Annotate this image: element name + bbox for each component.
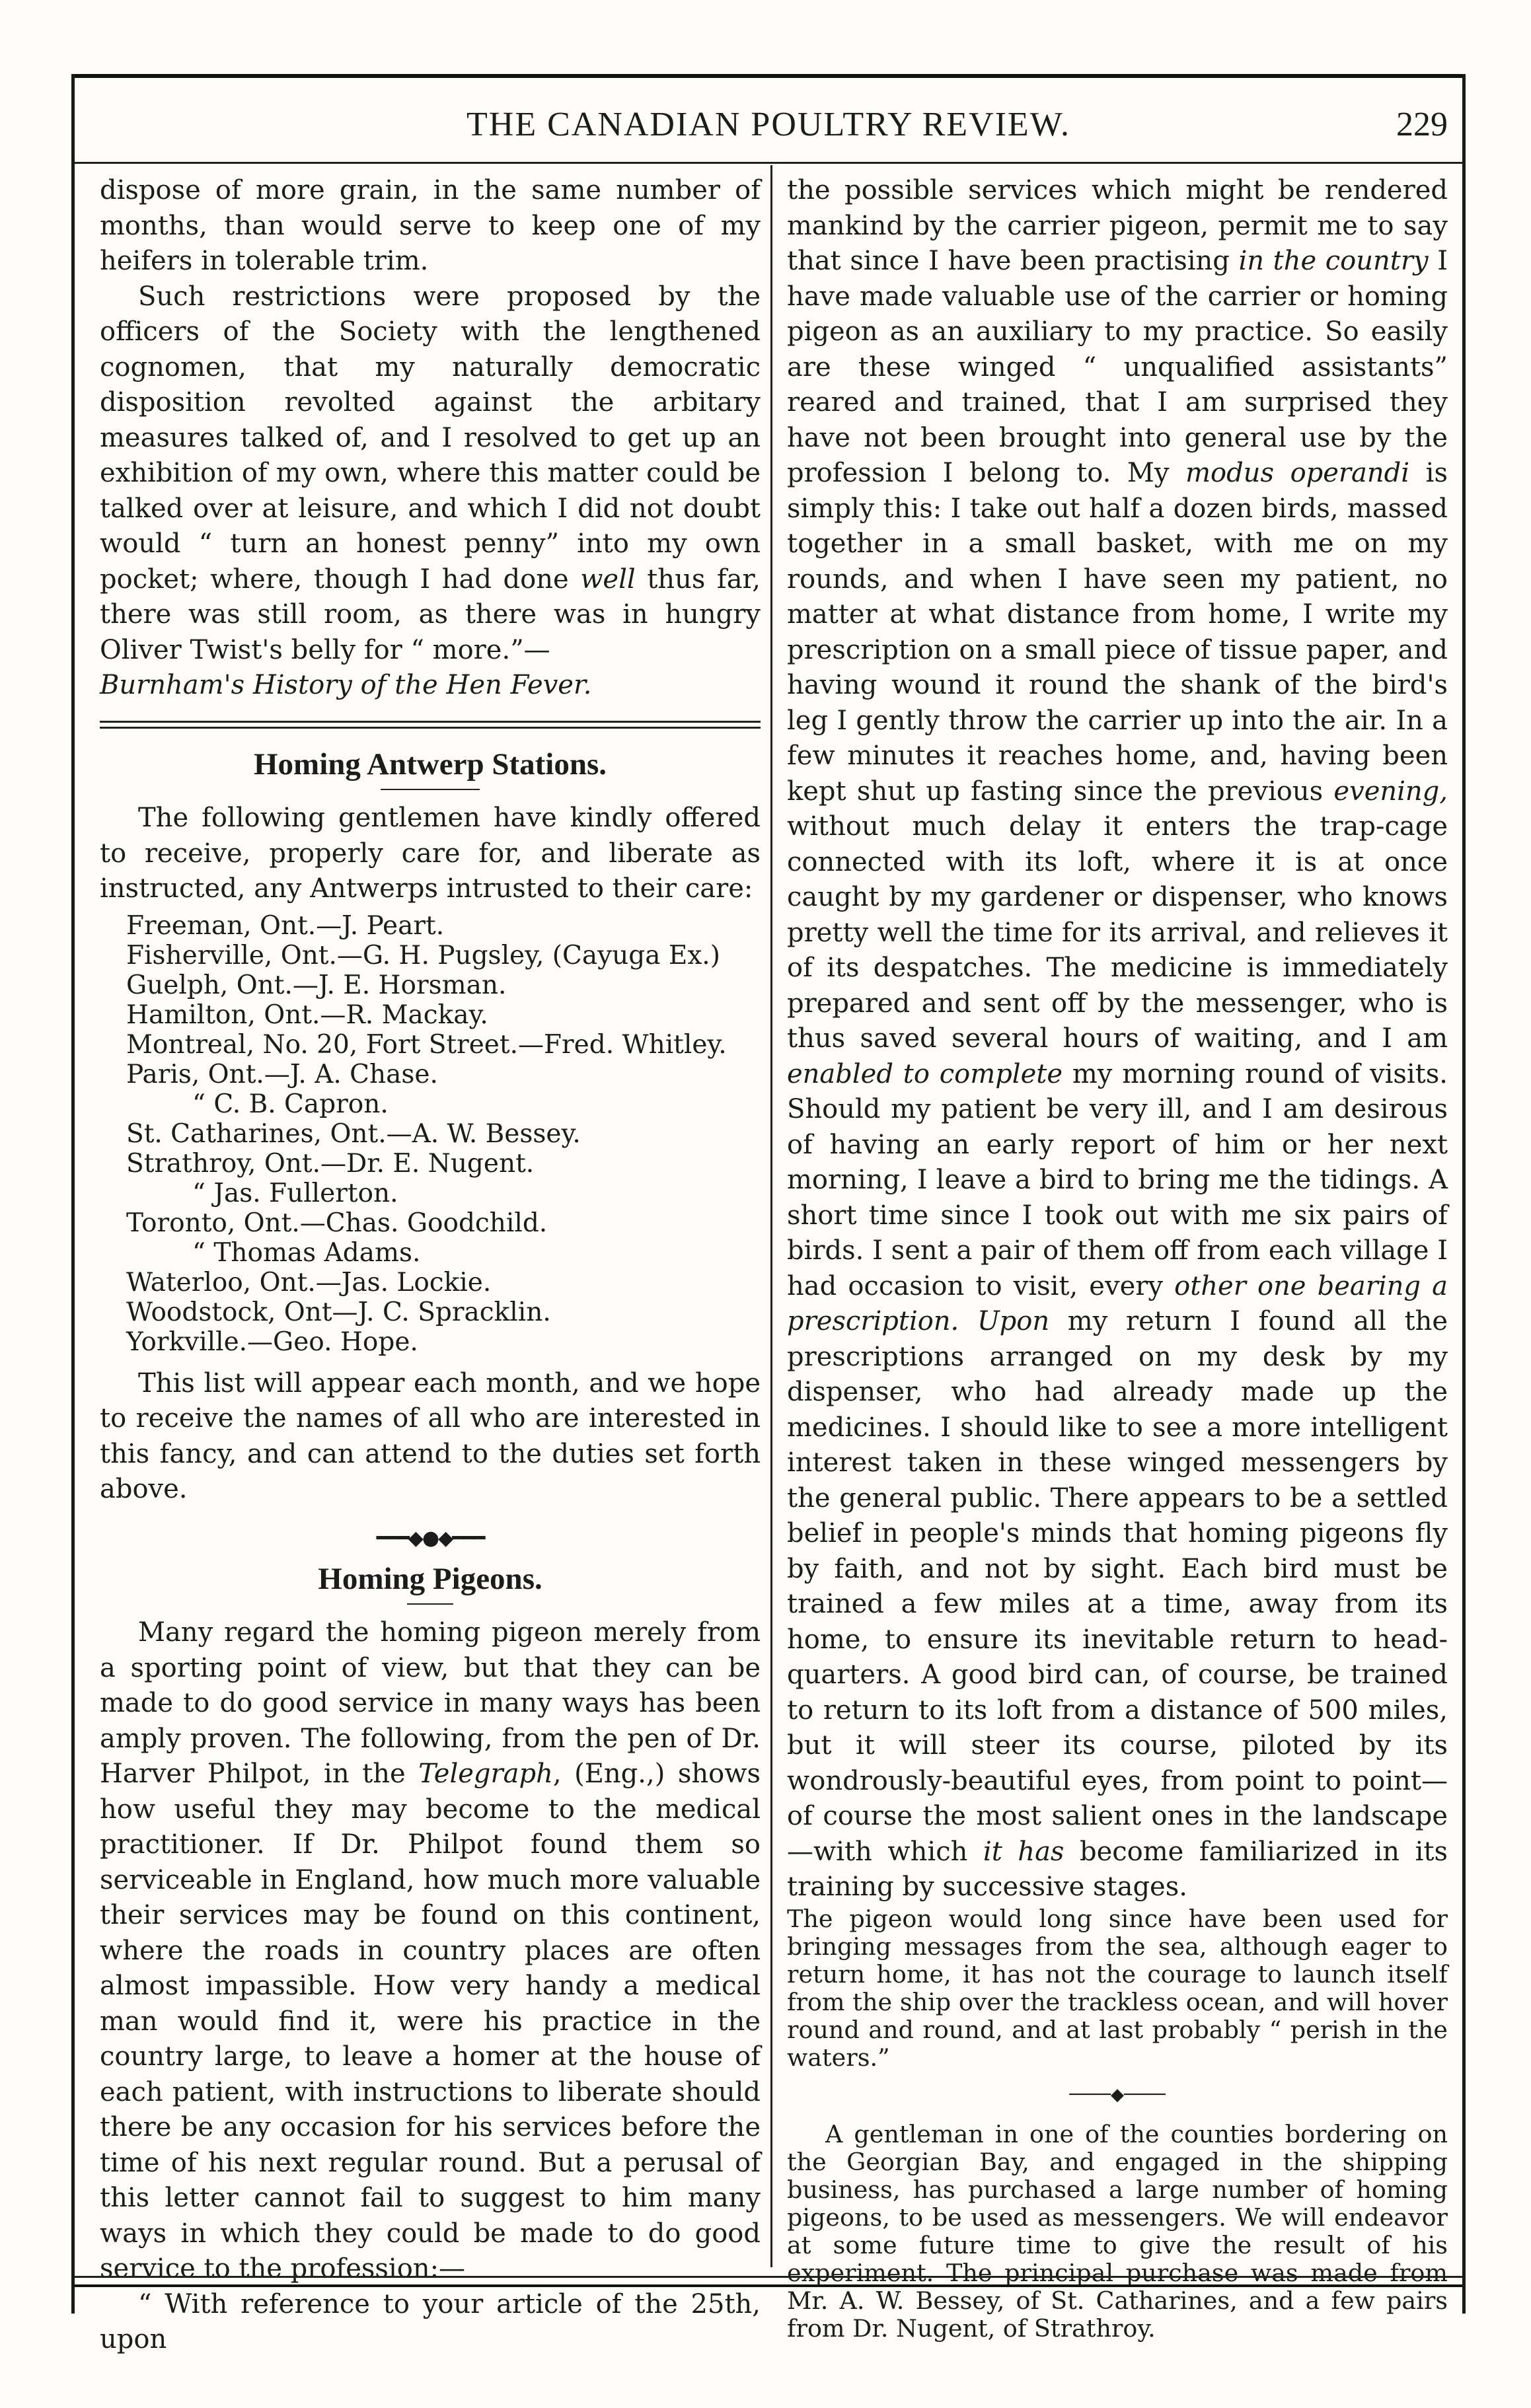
intro-paragraph-2-end: thus far, there was still room, as there was in hungry Oliver Twist's belly for “ more.”—	[100, 564, 761, 665]
letter-text: the possible services which might be rendered mankind by the carrier pigeon, permit me to say that since I have been practising	[787, 175, 1448, 276]
page-header	[75, 104, 1462, 164]
letter-text: my morning round of visits. Should my patient be very ill, and I am desirous of having an early report of him or her next morning, I leave a bird to bring me the tidings. A short time since I took out with me six pairs of birds. I sent a pair of them off from each village I had occasion to visit, every	[787, 1058, 1448, 1301]
letter-emphasis: in the country	[1238, 246, 1429, 276]
homing-section-title: Homing Pigeons.	[318, 1561, 542, 1596]
homing-p1-end: , (Eng.,) shows how useful they may become to the medical practitioner. If Dr. Philpot found them so serviceable in England, how much more valuable their services may be found on this continent, where the roads in country places are often almost impassible. How very handy a medical man would find it, were his practice in the country large, to leave a homer at the house of each patient, with instructions to liberate should there be any occasion for his services before the time of his next regular round. But a perusal of this letter cannot fail to suggest to him many ways in which they could be made to do good service to the profession:—	[100, 1759, 761, 2284]
letter-text: without much delay it enters the trap-cage connected with its loft, where it is at once caught by my gardener or dispenser, who knows pretty well the time for its arrival, and relieves it of its despatches. The medicine is immediately prepared and sent off by the messenger, who is thus saved several hours of waiting, and I am	[787, 811, 1448, 1054]
antwerp-intro: The following gentlemen have kindly offered to receive, properly care for, and liberate as instructed, any Antwerps intrusted to their care:	[100, 803, 761, 904]
station-entry: Woodstock, Ont—J. C. Spracklin.	[126, 1297, 551, 1327]
letter-emphasis: modus operandi	[1185, 458, 1410, 488]
homing-paragraph-1	[100, 1615, 761, 2287]
station-entry: Montreal, No. 20, Fort Street.—Fred. Whitley.	[126, 1029, 727, 1060]
station-entry: Strathroy, Ont.—Dr. E. Nugent.	[126, 1148, 535, 1179]
letter-emphasis: it has	[983, 1836, 1064, 1867]
homing-p1-emphasis: Telegraph	[418, 1759, 553, 1789]
station-entry: “ C. B. Capron.	[192, 1089, 389, 1119]
title-underline	[381, 789, 480, 790]
homing-p1-start: Many regard the homing pigeon merely from a sporting point of view, but that they can be made to do good service in many ways has been amply proven. The following, from the pen of Dr. Harver Philpot, in the	[100, 1617, 761, 1789]
station-entry: Fisherville, Ont.—G. H. Pugsley, (Cayuga Ex.)	[126, 940, 720, 970]
page-number: 229	[1396, 106, 1448, 143]
station-entry: Hamilton, Ont.—R. Mackay.	[126, 1000, 488, 1030]
column-divider	[770, 165, 772, 2267]
georgian-bay-paragraph: A gentleman in one of the counties bordering on the Georgian Bay, and engaged in the shipping business, has purchased a large number of homing pigeons, to be used as messengers. We will endeavor at some future time to give the result of his experiment. The principal purchase was made from Mr. A. W. Bessey, of St. Catharines, and a few pairs from Dr. Nugent, of Strathroy.	[787, 2119, 1448, 2343]
intro-paragraph-2-emphasis: well	[580, 564, 636, 595]
station-list	[126, 911, 761, 1357]
top-border-rule	[75, 74, 1462, 78]
letter-emphasis: evening,	[1333, 776, 1448, 807]
station-entry: St. Catharines, Ont.—A. W. Bessey.	[126, 1118, 581, 1149]
intro-paragraph-1: dispose of more grain, in the same number of months, than would serve to keep one of my heifers in tolerable trim.	[100, 175, 761, 276]
letter-text: I have made valuable use of the carrier or homing pigeon as an auxiliary to my practice. So easily are these winged “ unqualified assistants” reared and trained, that I am surprised they have not been brought into general use by the profession I belong to. My	[787, 246, 1448, 488]
station-entry: Toronto, Ont.—Chas. Goodchild.	[126, 1208, 548, 1238]
letter-paragraph	[787, 173, 1448, 1905]
station-entry: Guelph, Ont.—J. E. Horsman.	[126, 970, 507, 1000]
station-entry: Yorkville.—Geo. Hope.	[126, 1327, 418, 1357]
letter-closing-small-type: The pigeon would long since have been used for bringing messages from the sea, although eager to return home, it has not the courage to launch itself from the ship over the trackless ocean, and will hover round and round, and at last probably “ perish in the waters.”	[787, 1904, 1448, 2072]
left-column	[100, 173, 761, 2358]
letter-text: become familiarized in its training by successive stages.	[787, 1836, 1448, 1902]
newspaper-page	[71, 74, 1466, 2354]
letter-emphasis: other one bearing a prescription. Upon	[787, 1270, 1448, 1336]
station-entry: Waterloo, Ont.—Jas. Lockie.	[126, 1267, 492, 1297]
homing-paragraph-2: “ With reference to your article of the 25th, upon	[100, 2288, 761, 2354]
antwerp-section-title: Homing Antwerp Stations.	[253, 747, 607, 782]
ornamental-divider: ━━━◆●◆━━━	[376, 1526, 484, 1550]
section-divider-double-rule	[100, 721, 761, 729]
intro-paragraph-2-text: Such restrictions were proposed by the officers of the Society with the lengthened cognomen, that my naturally democratic disposition revolted against the arbitary measures talked of, and I resolved to get up an exhibition of my own, where this matter could be talked over at leisure, and which I did not doubt would “ turn an honest penny” into my own pocket; where, though I had done	[100, 281, 761, 595]
title-underline	[407, 1603, 453, 1605]
antwerp-closing: This list will appear each month, and we hope to receive the names of all who are interested in this fancy, and can attend to the duties set forth above.	[100, 1368, 761, 1504]
small-ornament-divider: ────◆────	[1069, 2084, 1166, 2105]
station-entry: Paris, Ont.—J. A. Chase.	[126, 1059, 438, 1089]
right-column	[787, 173, 1448, 2343]
station-entry: “ Thomas Adams.	[192, 1237, 421, 1268]
intro-source: Burnham's History of the Hen Fever.	[100, 670, 592, 700]
intro-paragraph-2	[100, 279, 761, 704]
letter-text: my return I found all the prescriptions arranged on my desk by my dispenser, who had already made up the medicines. I should like to see a more intelligent interest taken in these winged messengers by the general public. There appears to be a settled belief in people's minds that homing pigeons fly by faith, and not by sight. Each bird must be trained a few miles at a time, away from its home, to ensure its inevitable return to head-quarters. A good bird can, of course, be trained to return to its loft from a distance of 500 miles, but it will steer its course, piloted by its wondrously-beautiful eyes, from point to point—of course the most salient ones in the landscape—with which	[787, 1306, 1448, 1867]
running-head: THE CANADIAN POULTRY REVIEW.	[467, 106, 1070, 143]
letter-emphasis: enabled to complete	[787, 1058, 1063, 1089]
station-entry: Freeman, Ont.—J. Peart.	[126, 910, 445, 941]
bottom-border-rule	[75, 2276, 1462, 2287]
station-entry: “ Jas. Fullerton.	[192, 1178, 398, 1208]
letter-text: is simply this: I take out half a dozen birds, massed together in a small basket, with me on my rounds, and when I have seen my patient, no matter at what distance from home, I write my prescription on a small piece of tissue paper, and having wound it round the shank of the bird's leg I gently throw the carrier up into the air. In a few minutes it reaches home, and, having been kept shut up fasting since the previous	[787, 458, 1448, 807]
